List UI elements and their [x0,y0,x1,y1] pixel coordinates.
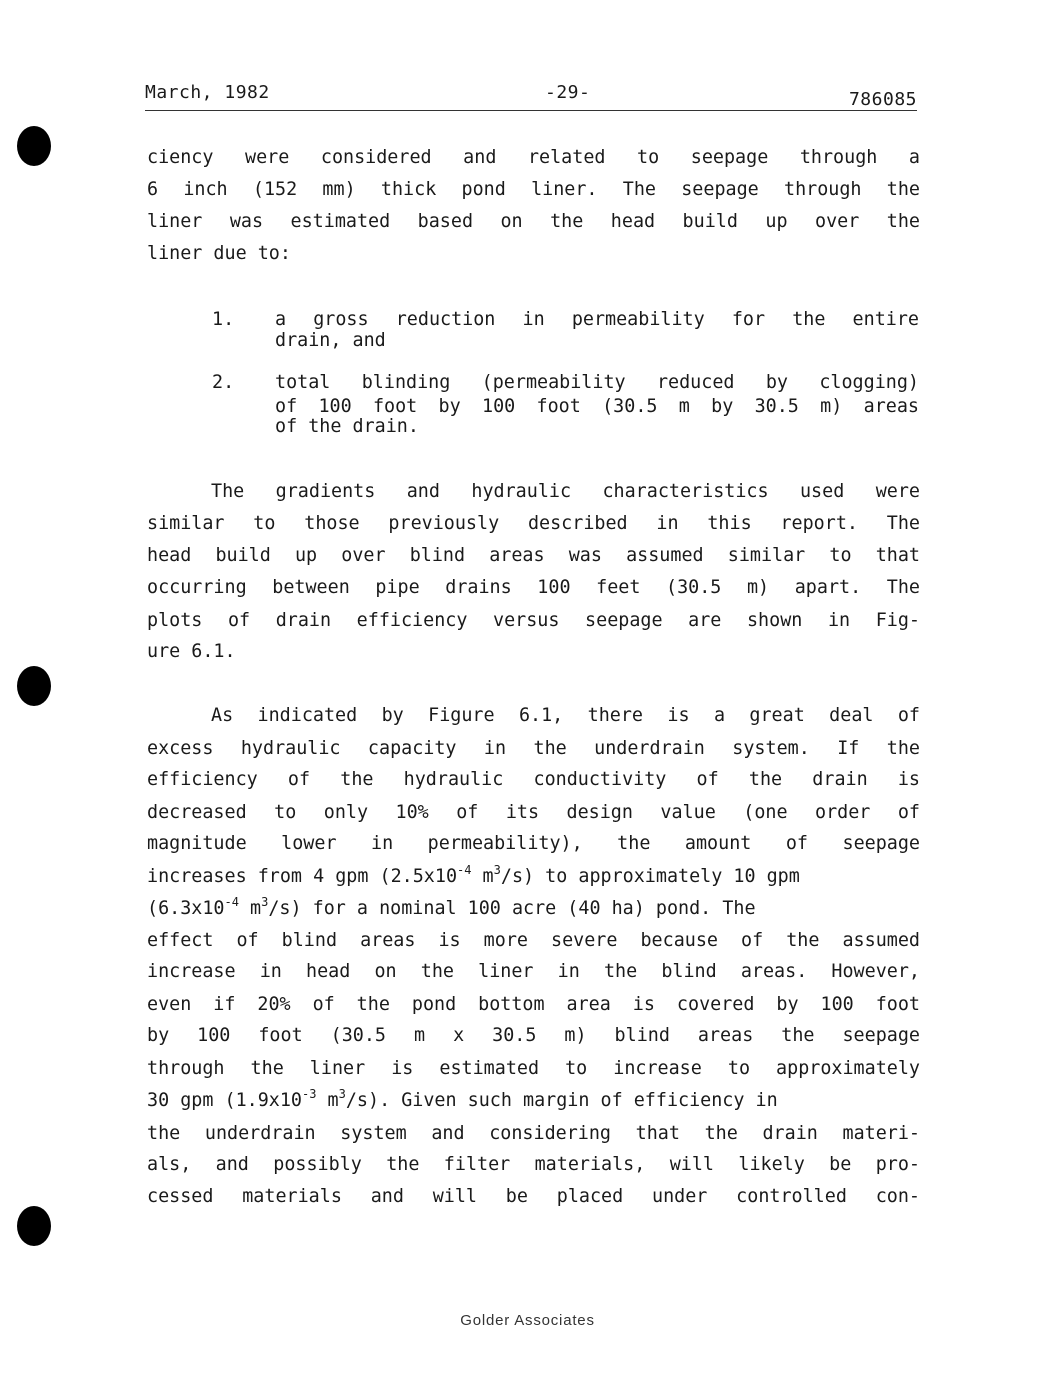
text-line: decreased to only 10% of its design value (one order of [147,802,920,823]
text-line: The gradients and hydraulic characteristics used were [211,481,920,502]
text-line: head build up over blind areas was assumed similar to that [147,545,920,566]
header-date: March, 1982 [145,82,270,103]
text-line: by 100 foot (30.5 m x 30.5 m) blind areas the seepage [147,1025,920,1046]
page-header [145,82,917,111]
exponent: 3 [261,895,269,909]
text-line: increases from 4 gpm ($2.5x10^{-4}$ $m^3/s$) to approximately 10 gpm [147,863,800,887]
text-line: liner due to: [147,243,291,264]
text-line: the underdrain system and considering that the drain materi- [147,1123,920,1144]
punch-hole-bottom [17,1206,51,1246]
exponent: -3 [302,1087,317,1101]
text-line: magnitude lower in permeability), the amount of seepage [147,833,920,854]
text-line: plots of drain efficiency versus seepage are shown in Fig- [147,610,920,631]
list-line: total blinding (permeability reduced by clogging) [275,372,919,393]
exponent: 3 [338,1087,346,1101]
text-line: ure 6.1. [147,641,236,662]
text-line: increase in head on the liner in the blind areas. However, [147,961,920,982]
footer-company-name: Golder Associates [460,1312,595,1329]
punch-hole-middle [17,666,51,706]
list-number: 1. [212,309,235,330]
exponent: -4 [224,895,239,909]
text-line: 30 gpm ($1.9x10^{-3}$ $m^3/s$). Given such margin of efficiency in [147,1087,778,1111]
text-line: 6 inch (152 mm) thick pond liner. The seepage through the [147,179,920,200]
text-line: similar to those previously described in this report. The [147,513,920,534]
header-page-number: -29- [545,82,591,103]
exponent: 3 [493,863,501,877]
text-line: excess hydraulic capacity in the underdrain system. If the [147,738,920,759]
list-number: 2. [212,372,235,393]
list-line: of 100 foot by 100 foot (30.5 m by 30.5 m) areas [275,396,919,417]
header-doc-number: 786085 [848,89,917,110]
text-line: efficiency of the hydraulic conductivity of the drain is [147,769,920,790]
text-line: As indicated by Figure 6.1, there is a great deal of [211,705,920,726]
text-line: occurring between pipe drains 100 feet (30.5 m) apart. The [147,577,920,598]
text-line: liner was estimated based on the head build up over the [147,211,920,232]
text-line: ($6.3x10^{-4}$ $m^3/s$) for a nominal 100 acre (40 ha) pond. The [147,895,756,919]
text-line: effect of blind areas is more severe because of the assumed [147,930,920,951]
punch-hole-top [17,126,51,166]
text-line: ciency were considered and related to seepage through a [147,147,920,168]
list-line: of the drain. [275,416,419,437]
text-line: als, and possibly the filter materials, will likely be pro- [147,1154,920,1175]
list-line: a gross reduction in permeability for the entire [275,309,919,330]
text-line: cessed materials and will be placed under controlled con- [147,1186,920,1207]
list-line: drain, and [275,330,386,351]
exponent: -4 [457,863,472,877]
text-line: through the liner is estimated to increase to approximately [147,1058,920,1079]
text-line: even if 20% of the pond bottom area is covered by 100 foot [147,994,920,1015]
